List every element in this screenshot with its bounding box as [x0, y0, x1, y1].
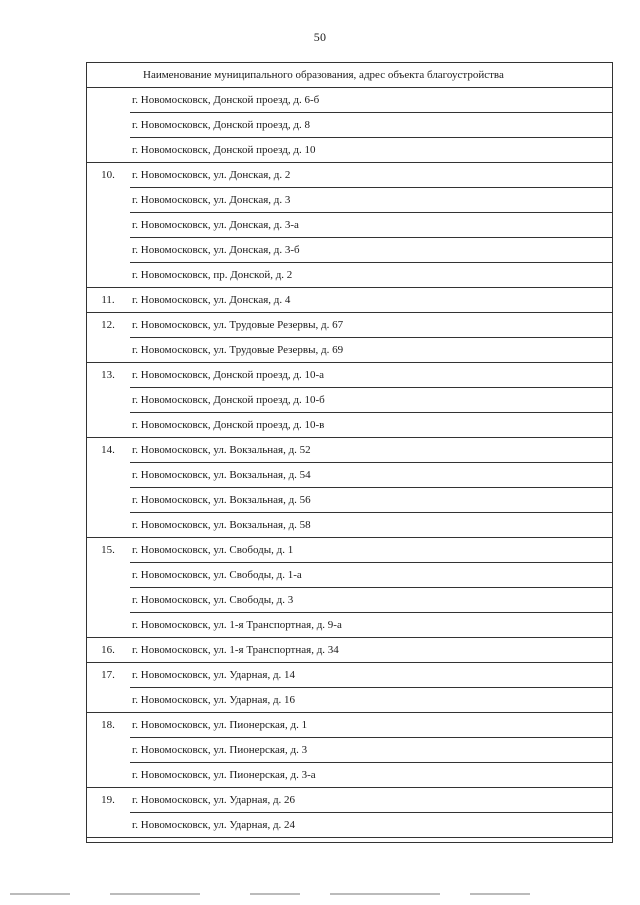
address-cell: г. Новомосковск, Донской проезд, д. 10-в — [130, 413, 613, 438]
row-number: 15. — [86, 538, 130, 563]
row-number — [86, 138, 130, 163]
table-row — [86, 513, 613, 538]
address-cell: г. Новомосковск, ул. Донская, д. 2 — [130, 163, 613, 188]
address-table — [86, 62, 613, 838]
row-number — [86, 88, 130, 113]
address-cell: г. Новомосковск, ул. Донская, д. 3 — [130, 188, 613, 213]
row-number: 13. — [86, 363, 130, 388]
table-row — [86, 213, 613, 238]
row-number — [86, 513, 130, 538]
row-number: 16. — [86, 638, 130, 663]
row-number — [86, 263, 130, 288]
table-row — [86, 188, 613, 213]
table-header-row — [86, 63, 613, 88]
table-row — [86, 413, 613, 438]
address-cell: г. Новомосковск, ул. Донская, д. 3-а — [130, 213, 613, 238]
address-cell: г. Новомосковск, ул. Пионерская, д. 3-а — [130, 763, 613, 788]
address-cell: г. Новомосковск, ул. 1-я Транспортная, д. 9-а — [130, 613, 613, 638]
address-cell: г. Новомосковск, Донской проезд, д. 10-а — [130, 363, 613, 388]
table-right-border — [612, 62, 613, 843]
row-number — [86, 213, 130, 238]
table-row — [86, 388, 613, 413]
table-header: Наименование муниципального образования, адрес объекта благоустройства — [86, 63, 613, 88]
row-number — [86, 113, 130, 138]
table-row — [86, 488, 613, 513]
table-row — [86, 363, 613, 388]
row-number: 11. — [86, 288, 130, 313]
address-cell: г. Новомосковск, ул. Вокзальная, д. 56 — [130, 488, 613, 513]
scan-artifact — [0, 893, 640, 897]
row-number — [86, 338, 130, 363]
row-number — [86, 613, 130, 638]
table-row — [86, 813, 613, 838]
row-number — [86, 488, 130, 513]
table-row — [86, 238, 613, 263]
table-row — [86, 588, 613, 613]
row-number: 19. — [86, 788, 130, 813]
table-row — [86, 138, 613, 163]
table-bottom-border — [86, 842, 613, 843]
row-number — [86, 763, 130, 788]
row-number — [86, 813, 130, 838]
address-cell: г. Новомосковск, ул. Трудовые Резервы, д. 69 — [130, 338, 613, 363]
row-number — [86, 238, 130, 263]
row-number — [86, 588, 130, 613]
row-number: 14. — [86, 438, 130, 463]
address-cell: г. Новомосковск, ул. Вокзальная, д. 54 — [130, 463, 613, 488]
table-row — [86, 563, 613, 588]
row-number — [86, 413, 130, 438]
table-row — [86, 688, 613, 713]
row-number: 18. — [86, 713, 130, 738]
address-cell: г. Новомосковск, ул. Донская, д. 4 — [130, 288, 613, 313]
address-cell: г. Новомосковск, ул. Свободы, д. 3 — [130, 588, 613, 613]
table-body — [86, 88, 613, 838]
address-cell: г. Новомосковск, ул. Трудовые Резервы, д. 67 — [130, 313, 613, 338]
table-row — [86, 313, 613, 338]
address-cell: г. Новомосковск, Донской проезд, д. 6-б — [130, 88, 613, 113]
row-number — [86, 738, 130, 763]
address-cell: г. Новомосковск, ул. Ударная, д. 14 — [130, 663, 613, 688]
address-cell: г. Новомосковск, ул. Донская, д. 3-б — [130, 238, 613, 263]
address-cell: г. Новомосковск, ул. Свободы, д. 1-а — [130, 563, 613, 588]
table-left-border — [86, 62, 87, 843]
table-row — [86, 163, 613, 188]
table-row — [86, 613, 613, 638]
table-row — [86, 713, 613, 738]
table-row — [86, 638, 613, 663]
address-cell: г. Новомосковск, ул. Ударная, д. 24 — [130, 813, 613, 838]
table-row — [86, 463, 613, 488]
row-number — [86, 563, 130, 588]
table-row — [86, 338, 613, 363]
address-cell: г. Новомосковск, ул. Вокзальная, д. 58 — [130, 513, 613, 538]
table-row — [86, 288, 613, 313]
address-cell: г. Новомосковск, ул. Пионерская, д. 3 — [130, 738, 613, 763]
row-number — [86, 188, 130, 213]
table-row — [86, 538, 613, 563]
table-row — [86, 88, 613, 113]
address-cell: г. Новомосковск, ул. Ударная, д. 16 — [130, 688, 613, 713]
page-number: 50 — [313, 30, 327, 44]
table-row — [86, 663, 613, 688]
address-cell: г. Новомосковск, Донской проезд, д. 8 — [130, 113, 613, 138]
row-number: 17. — [86, 663, 130, 688]
address-cell: г. Новомосковск, ул. Ударная, д. 26 — [130, 788, 613, 813]
table-row — [86, 113, 613, 138]
row-number: 12. — [86, 313, 130, 338]
address-cell: г. Новомосковск, ул. 1-я Транспортная, д. 34 — [130, 638, 613, 663]
address-cell: г. Новомосковск, ул. Пионерская, д. 1 — [130, 713, 613, 738]
table-row — [86, 763, 613, 788]
address-cell: г. Новомосковск, Донской проезд, д. 10 — [130, 138, 613, 163]
table-row — [86, 788, 613, 813]
row-number — [86, 388, 130, 413]
table-row — [86, 438, 613, 463]
table-row — [86, 263, 613, 288]
row-number: 10. — [86, 163, 130, 188]
row-number — [86, 463, 130, 488]
row-number — [86, 688, 130, 713]
table-row — [86, 738, 613, 763]
address-cell: г. Новомосковск, пр. Донской, д. 2 — [130, 263, 613, 288]
address-cell: г. Новомосковск, ул. Свободы, д. 1 — [130, 538, 613, 563]
address-cell: г. Новомосковск, ул. Вокзальная, д. 52 — [130, 438, 613, 463]
address-cell: г. Новомосковск, Донской проезд, д. 10-б — [130, 388, 613, 413]
